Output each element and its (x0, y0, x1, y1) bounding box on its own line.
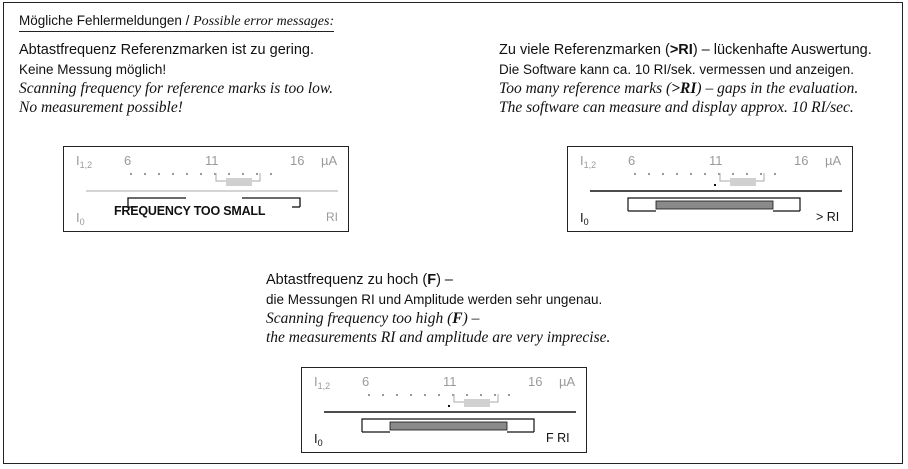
display-frequency-too-small (63, 146, 349, 232)
level-graphic (568, 147, 854, 233)
msg2-de-line1: Zu viele Referenzmarken (>RI) – lückenhafte Auswertung. (499, 42, 872, 58)
section-heading (19, 13, 334, 32)
msg3-en-line2: the measurements RI and amplitude are very imprecise. (266, 329, 611, 346)
scale-tick-16: 16 (794, 153, 809, 168)
scale-tick-16: 16 (528, 374, 543, 389)
msg2-en-line1: Too many reference marks (>RI) – gaps in the evaluation. (499, 80, 859, 97)
msg2-de-line2: Die Software kann ca. 10 RI/sek. vermessen und anzeigen. (499, 62, 854, 77)
unit-label: µA (559, 374, 576, 389)
display-too-many-reference-marks (567, 146, 853, 232)
message-frequency-too-low (19, 41, 333, 117)
message-too-many-reference-marks (499, 41, 872, 117)
i0-label: $I_0$ (314, 431, 323, 448)
display-frequency-too-high (301, 367, 587, 453)
message-frequency-too-high (266, 271, 610, 347)
scale-tick-11: 11 (709, 153, 723, 168)
msg3-de-line1: Abtastfrequenz zu hoch (F) – (266, 272, 453, 288)
i12-label: $I_{1,2}$ (314, 374, 331, 391)
unit-label: µA (321, 153, 338, 168)
unit-label: µA (825, 153, 842, 168)
i0-label: $I_0$ (76, 210, 85, 227)
i0-label: $I_0$ (580, 210, 589, 227)
msg3-de-line2: die Messungen RI und Amplitude werden sehr ungenau. (266, 292, 603, 307)
scale-tick-16: 16 (290, 153, 305, 168)
heading-german: Mögliche Fehlermeldungen (19, 13, 182, 28)
scale-tick-11: 11 (443, 374, 457, 389)
scale-tick-6: 6 (362, 374, 370, 389)
msg1-en-line1: Scanning frequency for reference marks is too low. (19, 80, 333, 97)
scale-tick-6: 6 (628, 153, 636, 168)
msg1-de-line2: Keine Messung möglich! (19, 62, 167, 77)
heading-separator: / (181, 13, 194, 28)
ri-label: RI (326, 210, 338, 224)
msg1-en-line2: No measurement possible! (19, 99, 183, 116)
i12-label: $I_{1,2}$ (76, 153, 93, 170)
level-graphic (64, 147, 350, 233)
msg1-de-line1: Abtastfrequenz Referenzmarken ist zu gering. (19, 42, 314, 58)
error-text-frequency-too-small: FREQUENCY TOO SMALL (114, 204, 266, 218)
msg2-en-line2: The software can measure and display approx. 10 RI/sec. (499, 99, 854, 116)
i12-label: $I_{1,2}$ (580, 153, 597, 170)
scale-tick-6: 6 (124, 153, 132, 168)
msg3-en-line1: Scanning frequency too high (F) – (266, 310, 480, 327)
too-many-ri-label: > RI (816, 210, 840, 224)
document-page (3, 2, 903, 464)
scale-tick-11: 11 (205, 153, 219, 168)
f-ri-label: F RI (546, 431, 570, 445)
heading-english: Possible error messages: (193, 14, 335, 29)
